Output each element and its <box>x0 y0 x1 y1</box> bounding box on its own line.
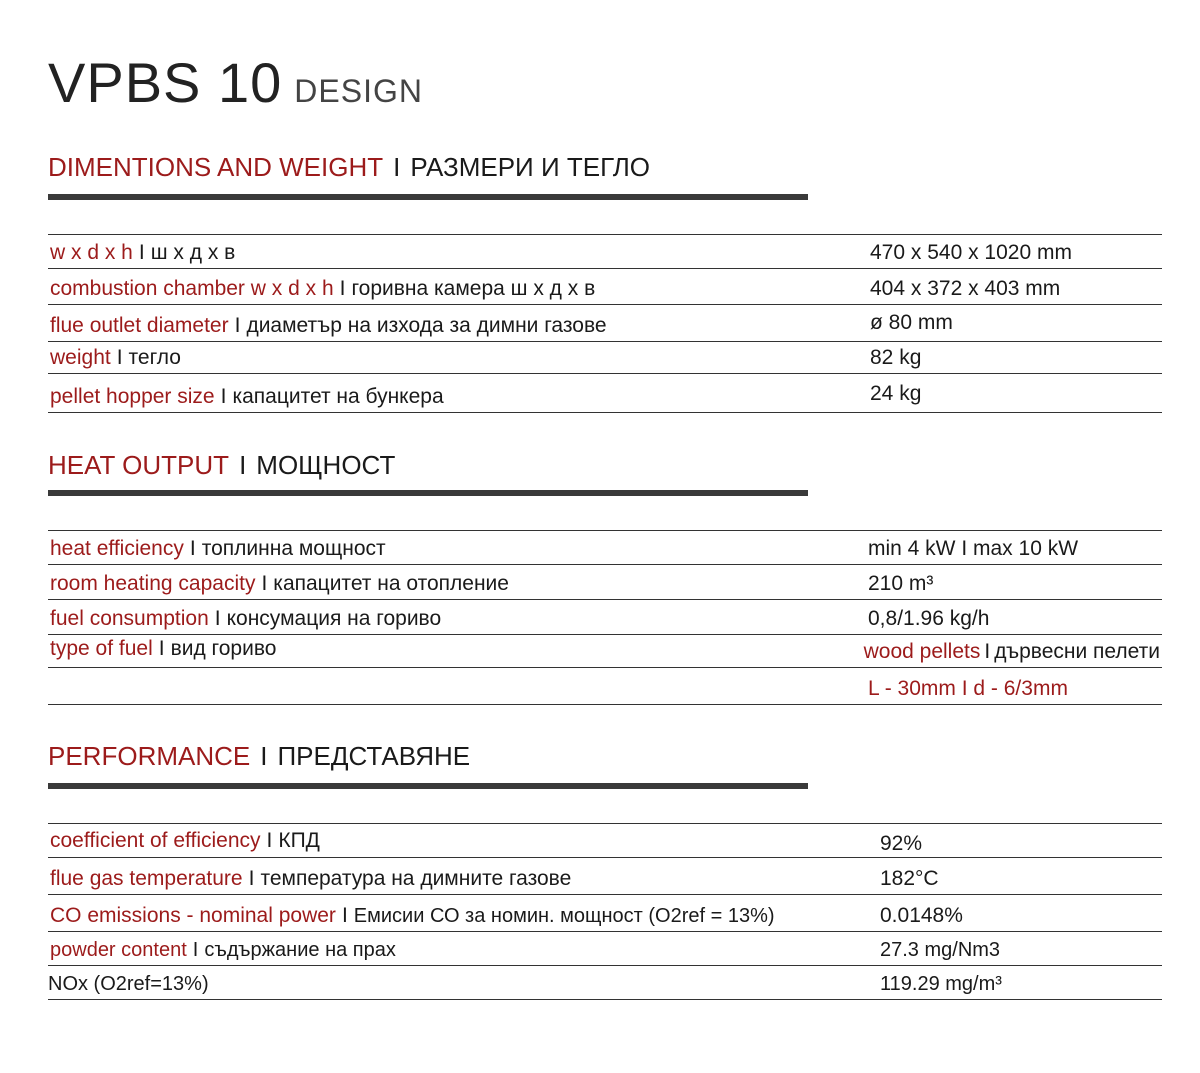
table-row <box>48 858 1162 895</box>
row-value: 404 x 372 x 403 mm <box>870 277 1061 300</box>
table-row <box>48 668 1162 705</box>
section-heading-bg: МОЩНОСТ <box>256 450 396 480</box>
row-value: 24 kg <box>870 382 922 405</box>
row-value: 210 m³ <box>868 572 934 595</box>
section-heat-output <box>48 450 1160 700</box>
row-value: ø 80 mm <box>870 311 953 334</box>
table-row <box>48 966 1162 1000</box>
table-row <box>48 824 1162 858</box>
row-label: flue gas temperature I температура на димните газове <box>50 867 572 890</box>
row-label: flue outlet diameter I диаметър на изхода за димни газове <box>50 314 607 337</box>
row-value: 182°C <box>880 867 939 890</box>
row-value: min 4 kW I max 10 kW <box>868 537 1079 560</box>
spec-table <box>48 823 1162 1000</box>
spec-table <box>48 530 1162 705</box>
row-label: weight I тегло <box>50 346 181 369</box>
row-label: type of fuel I вид гориво <box>50 637 277 660</box>
row-value: 0,8/1.96 kg/h <box>868 607 990 630</box>
table-row <box>48 269 1162 305</box>
row-value: L - 30mm I d - 6/3mm <box>868 677 1068 700</box>
section-heading-bg: ПРЕДСТАВЯНЕ <box>277 741 471 771</box>
row-label: coefficient of efficiency I КПД <box>50 829 320 852</box>
row-value: wood pellets I дървесни пелети <box>863 640 1160 663</box>
section-dimensions <box>48 152 1072 408</box>
row-value: 470 x 540 x 1020 mm <box>870 241 1072 264</box>
separator: I <box>260 741 268 771</box>
section-heading-en: HEAT OUTPUT <box>48 450 230 480</box>
model-variant: DESIGN <box>294 73 423 109</box>
table-row <box>48 565 1162 600</box>
table-row <box>48 531 1162 565</box>
row-value: 27.3 mg/Nm3 <box>880 939 1001 961</box>
section-heading-bg: РАЗМЕРИ И ТЕГЛО <box>410 152 651 182</box>
table-row <box>48 235 1162 269</box>
section-rule <box>48 194 808 200</box>
section-heading <box>48 741 470 781</box>
table-row <box>48 305 1162 342</box>
table-row <box>48 374 1162 413</box>
row-label: NOx (O2ref=13%) <box>48 973 209 995</box>
table-row <box>48 635 1162 668</box>
table-row <box>48 600 1162 635</box>
row-value: 119.29 mg/m³ <box>880 973 1002 995</box>
row-label: pellet hopper size I капацитет на бункера <box>50 385 444 408</box>
section-rule <box>48 783 808 789</box>
section-heading-en: DIMENTIONS AND WEIGHT <box>48 152 384 182</box>
row-value: 0.0148% <box>880 904 963 927</box>
row-label: room heating capacity I капацитет на отопление <box>50 572 509 595</box>
spec-table <box>48 234 1162 413</box>
section-performance <box>48 741 1002 995</box>
section-rule <box>48 490 808 496</box>
page-title <box>48 50 423 115</box>
table-row <box>48 895 1162 932</box>
separator: I <box>239 450 247 480</box>
row-value: 82 kg <box>870 346 922 369</box>
row-value: 92% <box>880 832 923 855</box>
table-row <box>48 932 1162 966</box>
row-label: powder content I съдържание на прах <box>50 939 396 961</box>
section-heading <box>48 450 395 490</box>
row-label: CO emissions - nominal power I Емисии СО за номин. мощност (O2ref = 13%) <box>50 904 775 927</box>
section-heading-en: PERFORMANCE <box>48 741 251 771</box>
row-label: heat efficiency I топлинна мощност <box>50 537 386 560</box>
row-label: combustion chamber w x d x h I горивна камера ш x д x в <box>50 277 596 300</box>
row-label: w x d x h I ш x д x в <box>50 241 236 264</box>
row-label: fuel consumption I консумация на гориво <box>50 607 442 630</box>
separator: I <box>393 152 401 182</box>
model-name: VPBS 10 <box>48 51 283 114</box>
table-row <box>48 342 1162 374</box>
section-heading <box>48 152 650 192</box>
